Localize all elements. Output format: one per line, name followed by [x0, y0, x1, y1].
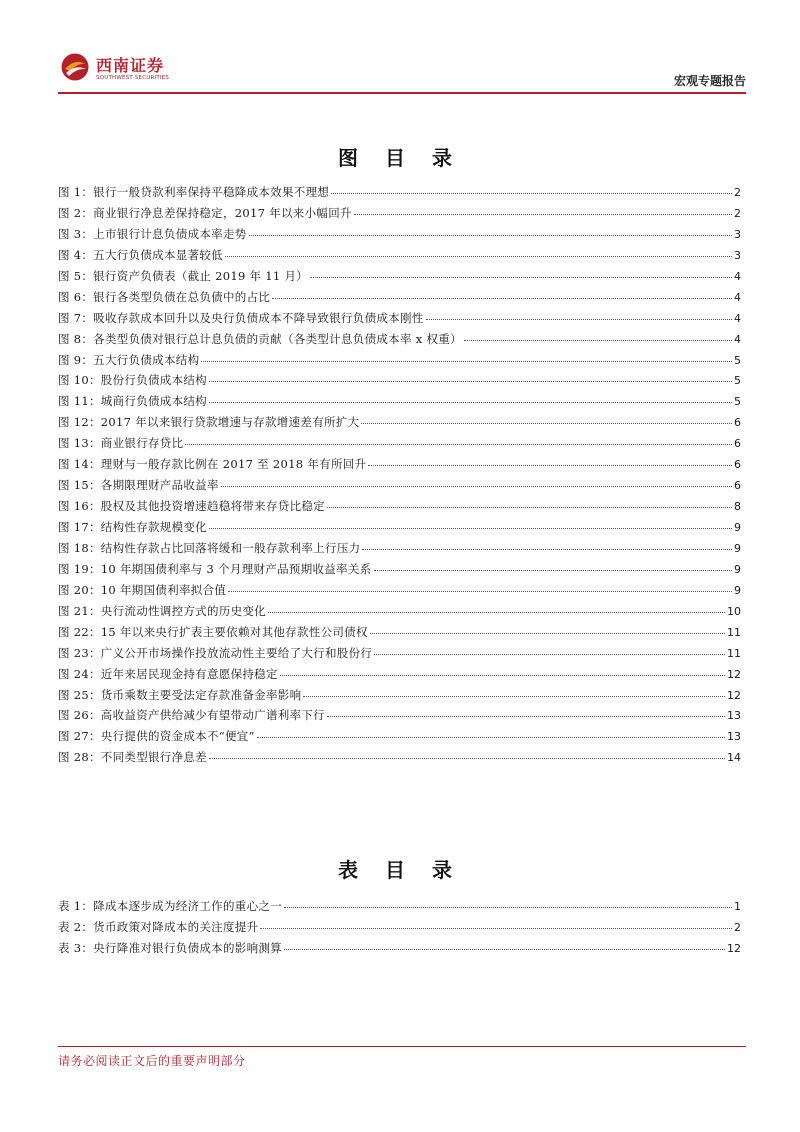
logo-mark-icon [60, 52, 90, 82]
entry-label: 图 22：15 年以来央行扩表主要依赖对其他存款性公司债权 [58, 624, 368, 639]
leader-dots [374, 653, 725, 655]
logo-english-name: SOUTHWEST SECURITIES [96, 75, 170, 81]
leader-dots [354, 213, 732, 215]
entry-label: 图 26：高收益资产供给减少有望带动广谱利率下行 [58, 708, 325, 723]
entry-page: 12 [727, 667, 741, 681]
figure-entry[interactable] [58, 352, 741, 373]
figure-entry[interactable] [58, 519, 741, 540]
entry-label: 表 3：央行降准对银行负债成本的影响测算 [58, 941, 282, 955]
entry-page: 2 [734, 206, 741, 220]
leader-dots [249, 234, 732, 236]
table-list [58, 898, 741, 961]
entry-label: 图 21：央行流动性调控方式的历史变化 [58, 603, 266, 618]
entry-label: 图 24：近年来居民现金持有意愿保持稳定 [58, 666, 278, 681]
leader-dots [201, 360, 732, 362]
entry-page: 12 [727, 942, 741, 955]
figure-entry[interactable] [58, 498, 741, 519]
table-entry[interactable] [58, 919, 741, 940]
figure-entry[interactable] [58, 205, 741, 226]
leader-dots [209, 757, 725, 759]
figure-entry[interactable] [58, 226, 741, 247]
entry-page: 5 [734, 374, 741, 388]
leader-dots [464, 339, 732, 341]
figure-entry[interactable] [58, 624, 741, 645]
entry-page: 1 [734, 900, 741, 913]
leader-dots [280, 674, 725, 676]
entry-page: 4 [734, 269, 741, 283]
figure-entry[interactable] [58, 540, 741, 561]
leader-dots [310, 276, 732, 278]
entry-label: 图 9：五大行负债成本结构 [58, 352, 200, 367]
report-type-label: 宏观专题报告 [673, 74, 746, 88]
entry-label: 图 27：央行提供的资金成本不“便宜” [58, 729, 255, 744]
figure-entry[interactable] [58, 666, 741, 687]
entry-page: 9 [734, 583, 741, 597]
logo-chinese-name: 西南证券 [96, 56, 165, 75]
entry-label: 图 16：股权及其他投资增速趋稳将带来存贷比稳定 [58, 499, 325, 514]
entry-page: 4 [734, 311, 741, 325]
entry-label: 图 17：结构性存款规模变化 [58, 520, 207, 534]
leader-dots [374, 569, 732, 571]
entry-page: 13 [727, 709, 741, 723]
entry-page: 14 [727, 751, 741, 765]
entry-page: 5 [734, 353, 741, 367]
leader-dots [284, 948, 725, 950]
entry-page: 13 [727, 730, 741, 744]
entry-page: 5 [734, 395, 741, 409]
footer-disclaimer: 请务必阅读正文后的重要声明部分 [58, 1054, 246, 1068]
entry-page: 6 [734, 479, 741, 493]
leader-dots [260, 927, 732, 929]
entry-label: 表 2：货币政策对降成本的关注度提升 [58, 920, 259, 934]
figure-entry[interactable] [58, 749, 741, 770]
figure-entry[interactable] [58, 603, 741, 624]
figure-list [58, 184, 741, 770]
entry-page: 9 [734, 521, 741, 534]
leader-dots [284, 906, 732, 908]
table-entry[interactable] [58, 940, 741, 961]
figure-entry[interactable] [58, 414, 741, 435]
entry-label: 图 13：商业银行存贷比 [58, 436, 184, 451]
entry-label: 图 18：结构性存款占比回落将缓和一般存款利率上行压力 [58, 540, 361, 555]
figure-entry[interactable] [58, 372, 741, 393]
leader-dots [303, 695, 725, 697]
entry-label: 图 25：货币乘数主要受法定存款准备金率影响 [58, 687, 302, 702]
page-header [58, 42, 746, 92]
figure-entry[interactable] [58, 456, 741, 477]
leader-dots [368, 464, 732, 466]
table-list-title: 表 目 录 [338, 858, 462, 882]
entry-label: 图 8：各类型负债对银行总计息负债的贡献（各类型计息负债成本率 x 权重） [58, 331, 462, 346]
leader-dots [209, 380, 732, 382]
figure-entry[interactable] [58, 289, 741, 310]
leader-dots [209, 401, 732, 403]
entry-label: 图 11：城商行负债成本结构 [58, 394, 207, 409]
figure-entry[interactable] [58, 184, 741, 205]
company-logo [58, 48, 178, 88]
entry-page: 12 [727, 688, 741, 702]
figure-entry[interactable] [58, 268, 741, 289]
figure-entry[interactable] [58, 435, 741, 456]
entry-page: 6 [734, 416, 741, 430]
leader-dots [370, 632, 725, 634]
figure-entry[interactable] [58, 561, 741, 582]
entry-page: 3 [734, 248, 741, 262]
leader-dots [209, 527, 732, 529]
entry-page: 4 [734, 290, 741, 304]
entry-page: 6 [734, 458, 741, 472]
figure-entry[interactable] [58, 582, 741, 603]
leader-dots [228, 590, 732, 592]
figure-list-title: 图 目 录 [338, 146, 462, 170]
entry-page: 11 [727, 625, 741, 639]
entry-label: 图 3：上市银行计息负债成本率走势 [58, 226, 247, 241]
figure-entry[interactable] [58, 707, 741, 728]
entry-label: 图 4：五大行负债成本显著较低 [58, 247, 223, 262]
entry-page: 2 [734, 921, 741, 934]
entry-page: 6 [734, 437, 741, 451]
entry-page: 10 [727, 604, 741, 618]
entry-label: 图 7：吸收存款成本回升以及央行负债成本不降导致银行负债成本刚性 [58, 310, 424, 325]
entry-label: 图 6：银行各类型负债在总负债中的占比 [58, 289, 271, 304]
entry-page: 2 [734, 186, 741, 199]
leader-dots [257, 736, 725, 738]
entry-page: 4 [734, 332, 741, 346]
entry-label: 图 19：10 年期国债利率与 3 个月理财产品预期收益率关系 [58, 561, 372, 576]
header-divider [58, 92, 746, 94]
entry-label: 图 15：各期限理财产品收益率 [58, 478, 219, 493]
entry-page: 11 [727, 646, 741, 660]
figure-entry[interactable] [58, 728, 741, 749]
entry-label: 图 20：10 年期国债利率拟合值 [58, 582, 227, 597]
entry-label: 表 1：降成本逐步成为经济工作的重心之一 [58, 899, 282, 913]
table-entry[interactable] [58, 898, 741, 919]
leader-dots [221, 485, 732, 487]
leader-dots [327, 715, 725, 717]
entry-label: 图 28：不同类型银行净息差 [58, 750, 207, 765]
entry-label: 图 14：理财与一般存款比例在 2017 至 2018 年有所回升 [58, 457, 367, 472]
leader-dots [362, 548, 732, 550]
entry-label: 图 1：银行一般贷款利率保持平稳降成本效果不理想 [58, 185, 330, 199]
entry-label: 图 12：2017 年以来银行贷款增速与存款增速差有所扩大 [58, 415, 360, 430]
leader-dots [426, 318, 732, 320]
figure-entry[interactable] [58, 477, 741, 498]
figure-entry[interactable] [58, 687, 741, 708]
leader-dots [327, 506, 732, 508]
leader-dots [268, 611, 725, 613]
leader-dots [331, 192, 732, 194]
leader-dots [185, 443, 732, 445]
footer-divider [58, 1046, 746, 1047]
entry-page: 9 [734, 562, 741, 576]
figure-entry[interactable] [58, 310, 741, 331]
entry-page: 3 [734, 227, 741, 241]
leader-dots [225, 255, 732, 257]
entry-label: 图 23：广义公开市场操作投放流动性主要给了大行和股份行 [58, 645, 373, 660]
entry-label: 图 2：商业银行净息差保持稳定，2017 年以来小幅回升 [58, 205, 352, 220]
entry-label: 图 5：银行资产负债表（截止 2019 年 11 月） [58, 268, 309, 283]
leader-dots [272, 297, 732, 299]
entry-label: 图 10：股份行负债成本结构 [58, 373, 207, 388]
figure-entry[interactable] [58, 645, 741, 666]
figure-entry[interactable] [58, 393, 741, 414]
figure-entry[interactable] [58, 331, 741, 352]
entry-page: 8 [734, 500, 741, 514]
entry-page: 9 [734, 541, 741, 555]
leader-dots [361, 422, 732, 424]
figure-entry[interactable] [58, 247, 741, 268]
